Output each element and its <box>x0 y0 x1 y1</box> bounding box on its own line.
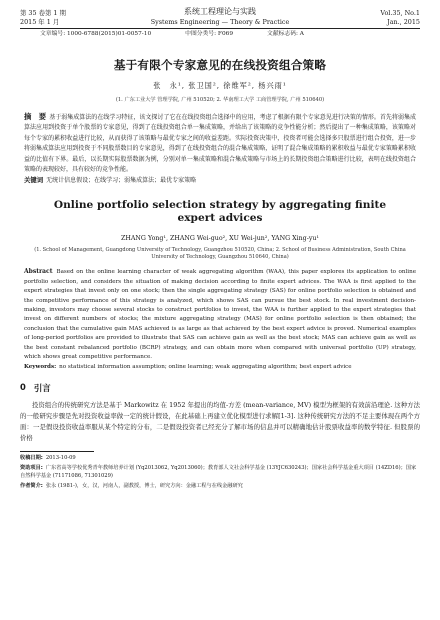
abstract-zh <box>20 112 420 175</box>
volume-issue-en: Vol.35, No.1 <box>380 9 420 17</box>
section-title: 引言 <box>33 382 51 393</box>
publish-date-en: Jan., 2015 <box>387 18 420 26</box>
article-meta <box>20 29 420 40</box>
authors-zh: 张 永¹, 张卫国², 徐维军², 杨兴雨¹ <box>153 81 287 90</box>
footnote-received <box>20 454 420 462</box>
footnote-rule <box>20 451 94 452</box>
keywords-zh-text: 无统计信息假设；在线学习；弱集成算法；最优专家策略 <box>46 177 197 185</box>
abstract-en <box>20 267 420 362</box>
affiliation-en: (1. School of Management, Guangdong University of Technology, Guangzhou 510520, China; 2. School of Business Administration, South China University of Technology, Guangzhou 510640, China) <box>34 247 406 261</box>
title-zh: 基于有限个专家意见的在线投资组合策略 <box>113 58 327 72</box>
author-bio-label: 作者简介: <box>20 482 43 489</box>
introduction-paragraph: 投资组合的传统研究方法是基于 Markowitz 在 1952 年提出的均值-方差 (mean-variance, MV) 模型为框架的有效前沿理论. 这种方法的一般研究步骤是先对投资收益率做一定的统计假设，在此基础上再建立优化模型进行求解[1-3]. 这种传统研究方法的不足主要体现在两个方面：一是假设投资收益率服从某个特定的分布，二是假设投资者已经充分了解市场的信息并可以精确地估计股票收益率的数学特征. 但股票的价格 <box>20 400 420 442</box>
title-en: Online portfolio selection strategy by aggregating finite expert advices <box>53 199 387 225</box>
journal-name-zh: 系统工程理论与实践 <box>184 7 256 16</box>
funding-label: 资助项目: <box>20 464 43 471</box>
abstract-zh-text: 基于弱集成算法的在线学习特征，该文探讨了它在在线投资组合选择中的应用，考虑了根据有限个专家意见进行决策的情形。首先将弱集成算法应用到投资于单个股票的专家意见，得到了在线投资组合单一集成策略，并给出了该策略的竞争性能分析；然后提出了一种集成策略，该策略对每个专家的累积收益进行比较，从而获得了该策略与最优专家之间的收益差距。实际投资决策中，投资者可能会选择多只股票进行组合投资，进一步将弱集成算法应用到投资于不同股票数目的专家意见，得到了在线投资组合的混合集成策略，证明了混合集成策略的累积收益与最优专家策略累积收益的比值有下界。最后，以长期实际股票数据为例，分别对单一集成策略和混合集成策略与市场上的长期投资组合策略进行比较，表明在线投资组合策略的表现较好，具有较好的竞争性能。 <box>24 114 416 174</box>
section-number: 0 <box>20 381 26 392</box>
footnote-funding <box>20 464 420 480</box>
journal-name-en: Systems Engineering — Theory & Practice <box>150 18 290 26</box>
keywords-en-text: no statistical information assumption; online learning; weak aggregating algorithm; best expert advice <box>59 363 352 370</box>
author-bio-text: 张永 (1981-)，女，汉，河南人，副教授，博士，研究方向：金融工程与在线金融研究 <box>45 482 243 489</box>
publish-date-zh: 2015 年 1 月 <box>20 18 60 26</box>
authors-en: ZHANG Yong¹, ZHANG Wei-guo², XU Wei-jun², YANG Xing-yu¹ <box>121 235 319 243</box>
keywords-zh-label: 关键词 <box>24 176 44 185</box>
abstract-en-text: Based on the online learning character of weak aggregating algorithm (WAA), this paper explores its application to online portfolio selection, and considers the situation of making decision according to finite expert advices. The WAA is first applied to the expert strategies that invest only on one stock; then the single aggregating strategy (SAS) for online portfolio selection is obtained and the competitive performance of this strategy is analyzed, which shows SAS can pursue the best stock. In real investment decision-making, investors may choose several stocks to construct portfolios to invest, the WAA is further applied to the expert strategies that invest on different numbers of stocks; the mixture aggregating strategy (MAS) for online portfolio selection is then obtained; the conclusion that the cumulative gain MAS achieved is as large as that achieved by the best expert advice is proved. Numerical examples of long-period portfolios are provided to illustrate that SAS can achieve gain as well as the best stock; MAS can achieve gain as well as the best constant rebalanced portfolio (BCRP) strategy, and can obtain more when compared with universal portfolio (UP) strategy, which shows great competitive performance. <box>24 269 416 361</box>
received-label: 收稿日期: <box>20 454 43 461</box>
received-date: 2013-10-09 <box>45 454 76 461</box>
document-code: 文献标志码: A <box>267 31 304 37</box>
keywords-en-label: Keywords: <box>24 363 57 370</box>
keywords-zh <box>20 175 420 186</box>
abstract-zh-label: 摘 要 <box>24 112 47 121</box>
affiliation-zh: (1. 广东工业大学 管理学院, 广州 510520; 2. 华南理工大学 工商管理学院, 广州 510640) <box>115 97 325 103</box>
volume-issue: 第 35 卷第 1 期 <box>20 9 66 17</box>
abstract-en-label: Abstract <box>24 268 53 276</box>
running-header-top <box>20 9 420 18</box>
funding-text: 广东省高等学校优秀青年教师培养计划 (Yq2013062, Yq2013060)；教育部人文社会科学基金 (13YJC630243)；国家社会科学基金重大项目 (14ZD16)；国家自然科学基金 (71171086, 71301029) <box>20 464 417 479</box>
keywords-en <box>20 363 420 372</box>
footnote-author <box>20 482 420 490</box>
clc-number: 中图分类号: F069 <box>185 31 234 37</box>
running-header-bottom <box>20 18 420 27</box>
article-id: 文章编号: 1000-6788(2015)01-0057-10 <box>40 31 152 37</box>
section-heading-introduction <box>20 382 420 394</box>
